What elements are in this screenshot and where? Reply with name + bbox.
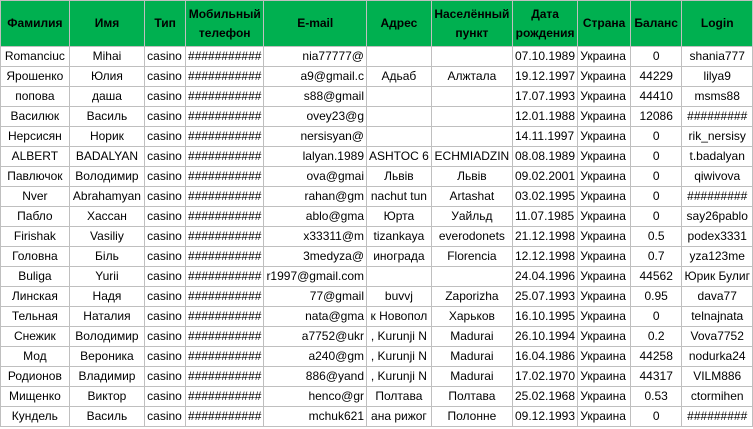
table-cell[interactable]: Юрик Булиг: [682, 267, 753, 287]
table-cell[interactable]: casino: [145, 307, 186, 327]
table-cell[interactable]: Кундель: [1, 407, 70, 427]
table-cell[interactable]: 08.08.1989: [512, 147, 577, 167]
table-cell[interactable]: ###########: [186, 67, 264, 87]
table-row: [1, 227, 753, 247]
table-cell[interactable]: Yurii: [69, 267, 144, 287]
table-cell[interactable]: yza123me: [682, 247, 753, 267]
table-cell[interactable]: , Kurunji N: [367, 347, 432, 367]
table-cell[interactable]: Тельная: [1, 307, 70, 327]
table-row: [1, 147, 753, 167]
table-cell[interactable]: Украина: [578, 67, 631, 87]
table-cell[interactable]: Володимир: [69, 327, 144, 347]
table-cell[interactable]: Хассан: [69, 207, 144, 227]
table-row: [1, 207, 753, 227]
table-cell[interactable]: Artashat: [431, 187, 512, 207]
table-cell[interactable]: Виктор: [69, 387, 144, 407]
table-cell[interactable]: Линская: [1, 287, 70, 307]
table-cell[interactable]: Надя: [69, 287, 144, 307]
table-cell[interactable]: 16.04.1986: [512, 347, 577, 367]
table-cell[interactable]: Madurai: [431, 347, 512, 367]
table-cell[interactable]: #########: [682, 407, 753, 427]
table-row: [1, 347, 753, 367]
table-cell[interactable]: Біль: [69, 247, 144, 267]
table-cell[interactable]: nersisyan@: [264, 127, 367, 147]
table-cell[interactable]: casino: [145, 107, 186, 127]
table-cell[interactable]: Украина: [578, 187, 631, 207]
table-cell[interactable]: 0: [630, 47, 681, 67]
table-cell[interactable]: BADALYAN: [69, 147, 144, 167]
table-cell[interactable]: ctormihen: [682, 387, 753, 407]
table-row: [1, 167, 753, 187]
table-cell[interactable]: casino: [145, 327, 186, 347]
table-row: [1, 387, 753, 407]
table-cell[interactable]: ###########: [186, 287, 264, 307]
table-cell[interactable]: henco@gr: [264, 387, 367, 407]
table-cell[interactable]: ###########: [186, 367, 264, 387]
table-cell[interactable]: everodonets: [431, 227, 512, 247]
table-cell[interactable]: Павлючок: [1, 167, 70, 187]
table-cell[interactable]: casino: [145, 207, 186, 227]
table-cell[interactable]: Харьков: [431, 307, 512, 327]
table-cell[interactable]: Florencia: [431, 247, 512, 267]
table-cell[interactable]: Украина: [578, 47, 631, 67]
table-cell[interactable]: 886@yand: [264, 367, 367, 387]
table-cell[interactable]: [431, 127, 512, 147]
table-cell[interactable]: Львів: [431, 167, 512, 187]
table-cell[interactable]: ###########: [186, 267, 264, 287]
table-cell[interactable]: 0: [630, 407, 681, 427]
table-cell[interactable]: lalyan.1989: [264, 147, 367, 167]
table-cell[interactable]: Madurai: [431, 367, 512, 387]
header-cell[interactable]: Страна: [578, 1, 631, 47]
table-cell[interactable]: ###########: [186, 47, 264, 67]
header-cell[interactable]: Имя: [69, 1, 144, 47]
table-cell[interactable]: ALBERT: [1, 147, 70, 167]
table-cell[interactable]: Нерсисян: [1, 127, 70, 147]
table-cell[interactable]: 09.02.2001: [512, 167, 577, 187]
table-cell[interactable]: [367, 107, 432, 127]
table-row: [1, 267, 753, 287]
table-cell[interactable]: 09.12.1993: [512, 407, 577, 427]
table-cell[interactable]: 0: [630, 207, 681, 227]
table-row: [1, 107, 753, 127]
table-cell[interactable]: casino: [145, 247, 186, 267]
table-cell[interactable]: [431, 107, 512, 127]
table-cell[interactable]: [431, 47, 512, 67]
table-cell[interactable]: Полтава: [431, 387, 512, 407]
table-cell[interactable]: nachut tun: [367, 187, 432, 207]
table-cell[interactable]: Украина: [578, 87, 631, 107]
table-cell[interactable]: casino: [145, 47, 186, 67]
table-cell[interactable]: casino: [145, 187, 186, 207]
table-cell[interactable]: [367, 47, 432, 67]
table-cell[interactable]: Украина: [578, 367, 631, 387]
table-cell[interactable]: casino: [145, 167, 186, 187]
table-cell[interactable]: Buliga: [1, 267, 70, 287]
table-row: [1, 187, 753, 207]
table-cell[interactable]: Украина: [578, 247, 631, 267]
table-cell[interactable]: casino: [145, 267, 186, 287]
table-cell[interactable]: Mihai: [69, 47, 144, 67]
table-cell[interactable]: Полонне: [431, 407, 512, 427]
header-cell[interactable]: Login: [682, 1, 753, 47]
table-cell[interactable]: Madurai: [431, 327, 512, 347]
table-cell[interactable]: shania777: [682, 47, 753, 67]
table-cell[interactable]: qiwivova: [682, 167, 753, 187]
table-cell[interactable]: #########: [682, 107, 753, 127]
table-cell[interactable]: 25.07.1993: [512, 287, 577, 307]
table-cell[interactable]: Zaporizha: [431, 287, 512, 307]
table-cell[interactable]: 0.7: [630, 247, 681, 267]
table-cell[interactable]: к Новопол: [367, 307, 432, 327]
table-cell[interactable]: ovey23@g: [264, 107, 367, 127]
table-cell[interactable]: 0: [630, 147, 681, 167]
table-cell[interactable]: Норик: [69, 127, 144, 147]
table-cell[interactable]: 11.07.1985: [512, 207, 577, 227]
table-cell[interactable]: Алжтала: [431, 67, 512, 87]
table-cell[interactable]: Уайльд: [431, 207, 512, 227]
table-cell[interactable]: 44258: [630, 347, 681, 367]
table-cell[interactable]: 0: [630, 127, 681, 147]
table-cell[interactable]: Украина: [578, 387, 631, 407]
table-cell[interactable]: Владимир: [69, 367, 144, 387]
table-cell[interactable]: x33311@m: [264, 227, 367, 247]
table-cell[interactable]: 12086: [630, 107, 681, 127]
table-cell[interactable]: msms88: [682, 87, 753, 107]
table-cell[interactable]: , Kurunji N: [367, 327, 432, 347]
table-cell[interactable]: casino: [145, 347, 186, 367]
table-cell[interactable]: casino: [145, 227, 186, 247]
table-cell[interactable]: [367, 87, 432, 107]
table-cell[interactable]: Украина: [578, 207, 631, 227]
table-cell[interactable]: buvvj: [367, 287, 432, 307]
table-cell[interactable]: даша: [69, 87, 144, 107]
table-cell[interactable]: Украина: [578, 327, 631, 347]
table-cell[interactable]: 03.02.1995: [512, 187, 577, 207]
table-cell[interactable]: 07.10.1989: [512, 47, 577, 67]
table-cell[interactable]: 12.12.1998: [512, 247, 577, 267]
table-cell[interactable]: Nver: [1, 187, 70, 207]
table-row: [1, 327, 753, 347]
table-cell[interactable]: ablo@gma: [264, 207, 367, 227]
table-cell[interactable]: Вероника: [69, 347, 144, 367]
table-cell[interactable]: Снежик: [1, 327, 70, 347]
table-cell[interactable]: 44317: [630, 367, 681, 387]
table-cell[interactable]: 0.2: [630, 327, 681, 347]
table-cell[interactable]: Украина: [578, 307, 631, 327]
table-cell[interactable]: nodurka24: [682, 347, 753, 367]
table-cell[interactable]: 26.10.1994: [512, 327, 577, 347]
table-row: [1, 67, 753, 87]
table-cell[interactable]: ###########: [186, 87, 264, 107]
table-cell[interactable]: nata@gma: [264, 307, 367, 327]
table-cell[interactable]: Юрта: [367, 207, 432, 227]
table-cell[interactable]: podex3331: [682, 227, 753, 247]
table-cell[interactable]: a9@gmail.c: [264, 67, 367, 87]
table-cell[interactable]: nia77777@: [264, 47, 367, 67]
table-cell[interactable]: Головна: [1, 247, 70, 267]
table-cell[interactable]: Украина: [578, 267, 631, 287]
table-cell[interactable]: 19.12.1997: [512, 67, 577, 87]
table-cell[interactable]: 12.01.1988: [512, 107, 577, 127]
table-cell[interactable]: Vasiliy: [69, 227, 144, 247]
table-cell[interactable]: Пабло: [1, 207, 70, 227]
table-cell[interactable]: Львів: [367, 167, 432, 187]
header-cell[interactable]: Населённый пункт: [431, 1, 512, 47]
table-cell[interactable]: s88@gmail: [264, 87, 367, 107]
header-cell[interactable]: Мобильный телефон: [186, 1, 264, 47]
table-cell[interactable]: ###########: [186, 167, 264, 187]
table-cell[interactable]: Firishak: [1, 227, 70, 247]
table-cell[interactable]: 44410: [630, 87, 681, 107]
table-cell[interactable]: , Kurunji N: [367, 367, 432, 387]
table-cell[interactable]: 17.07.1993: [512, 87, 577, 107]
table-cell[interactable]: Наталия: [69, 307, 144, 327]
table-cell[interactable]: r1997@gmail.com: [264, 267, 367, 287]
table-cell[interactable]: ova@gmai: [264, 167, 367, 187]
table-cell[interactable]: Василюк: [1, 107, 70, 127]
table-cell[interactable]: 0: [630, 167, 681, 187]
table-cell[interactable]: [431, 267, 512, 287]
table-cell[interactable]: Украина: [578, 407, 631, 427]
table-cell[interactable]: ###########: [186, 147, 264, 167]
table-row: [1, 307, 753, 327]
table-cell[interactable]: ###########: [186, 347, 264, 367]
table-cell[interactable]: ###########: [186, 327, 264, 347]
table-cell[interactable]: 44229: [630, 67, 681, 87]
table-cell[interactable]: Украина: [578, 347, 631, 367]
table-cell[interactable]: 0: [630, 187, 681, 207]
table-cell[interactable]: Украина: [578, 227, 631, 247]
table-cell[interactable]: [367, 267, 432, 287]
table-cell[interactable]: ASHTOC 6: [367, 147, 432, 167]
table-cell[interactable]: 21.12.1998: [512, 227, 577, 247]
table-cell[interactable]: Ярошенко: [1, 67, 70, 87]
table-cell[interactable]: Украина: [578, 287, 631, 307]
table-cell[interactable]: Володимир: [69, 167, 144, 187]
table-cell[interactable]: casino: [145, 147, 186, 167]
header-cell[interactable]: E-mail: [264, 1, 367, 47]
table-row: [1, 47, 753, 67]
header-cell[interactable]: Адрес: [367, 1, 432, 47]
table-cell[interactable]: 0.5: [630, 227, 681, 247]
table-cell[interactable]: 3medyza@: [264, 247, 367, 267]
table-cell[interactable]: t.badalyan: [682, 147, 753, 167]
table-cell[interactable]: Полтава: [367, 387, 432, 407]
header-row: [1, 1, 753, 47]
table-cell[interactable]: lilya9: [682, 67, 753, 87]
table-cell[interactable]: ###########: [186, 187, 264, 207]
table-cell[interactable]: telnajnata: [682, 307, 753, 327]
table-cell[interactable]: ана рижог: [367, 407, 432, 427]
header-cell[interactable]: Фамилия: [1, 1, 70, 47]
table-cell[interactable]: casino: [145, 407, 186, 427]
table-cell[interactable]: Romanciuc: [1, 47, 70, 67]
table-cell[interactable]: casino: [145, 387, 186, 407]
table-cell[interactable]: 77@gmail: [264, 287, 367, 307]
table-cell[interactable]: Василь: [69, 107, 144, 127]
table-cell[interactable]: Родионов: [1, 367, 70, 387]
table-cell[interactable]: 25.02.1968: [512, 387, 577, 407]
table-cell[interactable]: tizankaya: [367, 227, 432, 247]
table-cell[interactable]: Украина: [578, 147, 631, 167]
table-cell[interactable]: Украина: [578, 127, 631, 147]
table-cell[interactable]: casino: [145, 287, 186, 307]
header-cell[interactable]: Дата рождения: [512, 1, 577, 47]
table-cell[interactable]: ECHMIADZIN: [431, 147, 512, 167]
table-row: [1, 287, 753, 307]
table-cell[interactable]: Мод: [1, 347, 70, 367]
table-cell[interactable]: VILM886: [682, 367, 753, 387]
table-cell[interactable]: ###########: [186, 387, 264, 407]
table-row: [1, 407, 753, 427]
table-cell[interactable]: 0.53: [630, 387, 681, 407]
table-cell[interactable]: ###########: [186, 227, 264, 247]
table-cell[interactable]: Abrahamyan: [69, 187, 144, 207]
table-cell[interactable]: Василь: [69, 407, 144, 427]
table-cell[interactable]: Vova7752: [682, 327, 753, 347]
table-cell[interactable]: Украина: [578, 107, 631, 127]
table-cell[interactable]: mchuk621: [264, 407, 367, 427]
table-cell[interactable]: ###########: [186, 407, 264, 427]
header-cell[interactable]: Тип: [145, 1, 186, 47]
table-cell[interactable]: casino: [145, 87, 186, 107]
table-cell[interactable]: 17.02.1970: [512, 367, 577, 387]
table-cell[interactable]: попова: [1, 87, 70, 107]
table-cell[interactable]: rik_nersisy: [682, 127, 753, 147]
table-cell[interactable]: Мищенко: [1, 387, 70, 407]
table-cell[interactable]: ###########: [186, 307, 264, 327]
table-row: [1, 127, 753, 147]
table-cell[interactable]: 44562: [630, 267, 681, 287]
table-cell[interactable]: casino: [145, 127, 186, 147]
table-cell[interactable]: Украина: [578, 167, 631, 187]
table-cell[interactable]: 24.04.1996: [512, 267, 577, 287]
table-cell[interactable]: ###########: [186, 107, 264, 127]
table-cell[interactable]: Адьаб: [367, 67, 432, 87]
table-cell[interactable]: 16.10.1995: [512, 307, 577, 327]
table-cell[interactable]: a240@gm: [264, 347, 367, 367]
table-cell[interactable]: ###########: [186, 207, 264, 227]
table-cell[interactable]: rahan@gm: [264, 187, 367, 207]
table-cell[interactable]: ###########: [186, 127, 264, 147]
table-cell[interactable]: Юлия: [69, 67, 144, 87]
table-cell[interactable]: [431, 87, 512, 107]
table-cell[interactable]: casino: [145, 67, 186, 87]
table-cell[interactable]: #########: [682, 187, 753, 207]
table-cell[interactable]: say26pablo: [682, 207, 753, 227]
header-cell[interactable]: Баланс: [630, 1, 681, 47]
table-cell[interactable]: dava77: [682, 287, 753, 307]
table-cell[interactable]: a7752@ukr: [264, 327, 367, 347]
table-cell[interactable]: casino: [145, 367, 186, 387]
table-cell[interactable]: ###########: [186, 247, 264, 267]
table-cell[interactable]: 14.11.1997: [512, 127, 577, 147]
table-cell[interactable]: инограда: [367, 247, 432, 267]
table-cell[interactable]: [367, 127, 432, 147]
table-cell[interactable]: 0: [630, 307, 681, 327]
table-cell[interactable]: 0.95: [630, 287, 681, 307]
table-row: [1, 87, 753, 107]
table-row: [1, 247, 753, 267]
table-row: [1, 367, 753, 387]
